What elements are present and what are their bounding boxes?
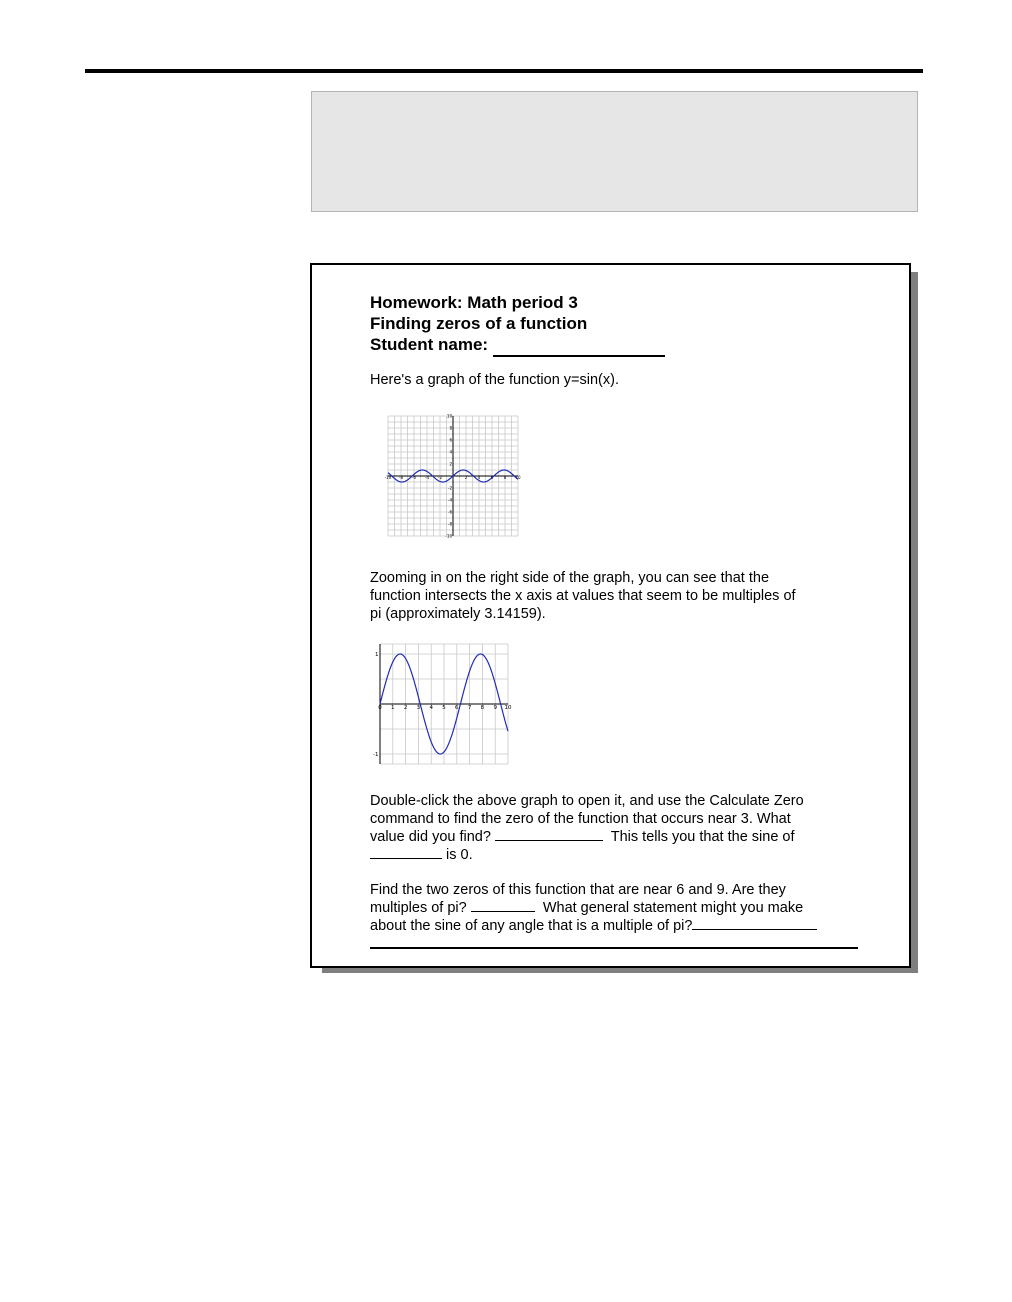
y-tick-label: 2 — [449, 461, 452, 467]
top-rule — [85, 69, 923, 73]
angle-answer-blank[interactable] — [370, 846, 442, 859]
statement-answer-blank[interactable] — [692, 917, 817, 930]
x-tick-label: 8 — [480, 705, 485, 711]
zoom-text-line-2: function intersects the x axis at values that seem to be multiples of — [370, 588, 796, 604]
y-tick-label: -2 — [448, 485, 452, 491]
sine-of-statement: This tells you that the sine of — [610, 829, 795, 845]
y-tick-label: -1 — [373, 752, 379, 758]
x-tick-label: 2 — [403, 705, 408, 711]
general-statement-question: What general statement might you make — [542, 900, 804, 916]
is-zero-text: is 0. — [446, 847, 473, 863]
x-tick-label: -10 — [384, 475, 392, 480]
y-tick-label: 1 — [375, 652, 379, 658]
header-line-1: Homework: Math period 3 — [370, 293, 578, 312]
dblclick-text-line-4 — [370, 846, 473, 864]
multiples-question: multiples of pi? — [370, 900, 467, 916]
intro-text: Here's a graph of the function y=sin(x). — [370, 372, 619, 388]
x-tick-label: -6 — [412, 475, 416, 480]
y-tick-label: -6 — [448, 509, 452, 515]
multiples-answer-blank[interactable] — [471, 899, 535, 912]
worksheet — [310, 263, 911, 968]
statement-answer-line[interactable] — [370, 947, 858, 949]
x-tick-label: 4 — [477, 475, 481, 480]
x-tick-label: 10 — [504, 705, 512, 711]
zoom-text-line-3: pi (approximately 3.14159). — [370, 606, 546, 622]
value-question: value did you find? — [370, 829, 491, 845]
x-tick-label: -2 — [438, 475, 442, 480]
find-text-line-1: Find the two zeros of this function that are near 6 and 9. Are they — [370, 882, 786, 898]
student-name-label: Student name: — [370, 335, 489, 354]
x-tick-label: 10 — [515, 475, 521, 480]
x-tick-label: -4 — [425, 475, 429, 480]
x-tick-label: 8 — [503, 475, 507, 480]
find-text-line-2 — [370, 899, 803, 917]
x-tick-label: 0 — [378, 705, 382, 711]
y-tick-label: 10 — [446, 413, 452, 419]
x-tick-label: 1 — [391, 705, 395, 711]
x-tick-label: 2 — [464, 475, 468, 480]
y-tick-label: -8 — [448, 521, 452, 527]
x-tick-label: -8 — [399, 475, 403, 480]
dblclick-text-line-2: command to find the zero of the function that occurs near 3. What — [370, 811, 791, 827]
header-line-2: Finding zeros of a function — [370, 314, 588, 333]
sine-graph-full[interactable] — [384, 413, 522, 539]
x-tick-label: 5 — [442, 705, 446, 711]
sine-multiple-question: about the sine of any angle that is a multiple of pi? — [370, 918, 693, 934]
y-tick-label: 8 — [449, 425, 452, 431]
x-tick-label: 4 — [429, 705, 433, 711]
x-tick-label: 3 — [416, 705, 421, 711]
dblclick-text-line-3 — [370, 828, 795, 846]
x-tick-label: 9 — [493, 705, 497, 711]
x-tick-label: 6 — [490, 475, 494, 480]
find-text-line-3 — [370, 917, 817, 935]
sine-graph-zoomed[interactable] — [374, 640, 514, 770]
value-answer-blank[interactable] — [495, 828, 603, 841]
gray-note-box — [311, 91, 918, 212]
x-tick-label: 7 — [467, 705, 472, 711]
y-tick-label: 6 — [449, 437, 452, 443]
student-name-row — [370, 334, 665, 357]
zoom-text-line-1: Zooming in on the right side of the graph, you can see that the — [370, 570, 770, 586]
dblclick-text-line-1: Double-click the above graph to open it, and use the Calculate Zero — [370, 793, 804, 809]
student-name-blank[interactable] — [493, 334, 665, 357]
y-tick-label: -4 — [448, 497, 452, 503]
y-tick-label: 4 — [449, 449, 452, 455]
y-tick-label: -10 — [445, 533, 452, 539]
x-tick-label: 6 — [455, 705, 459, 711]
